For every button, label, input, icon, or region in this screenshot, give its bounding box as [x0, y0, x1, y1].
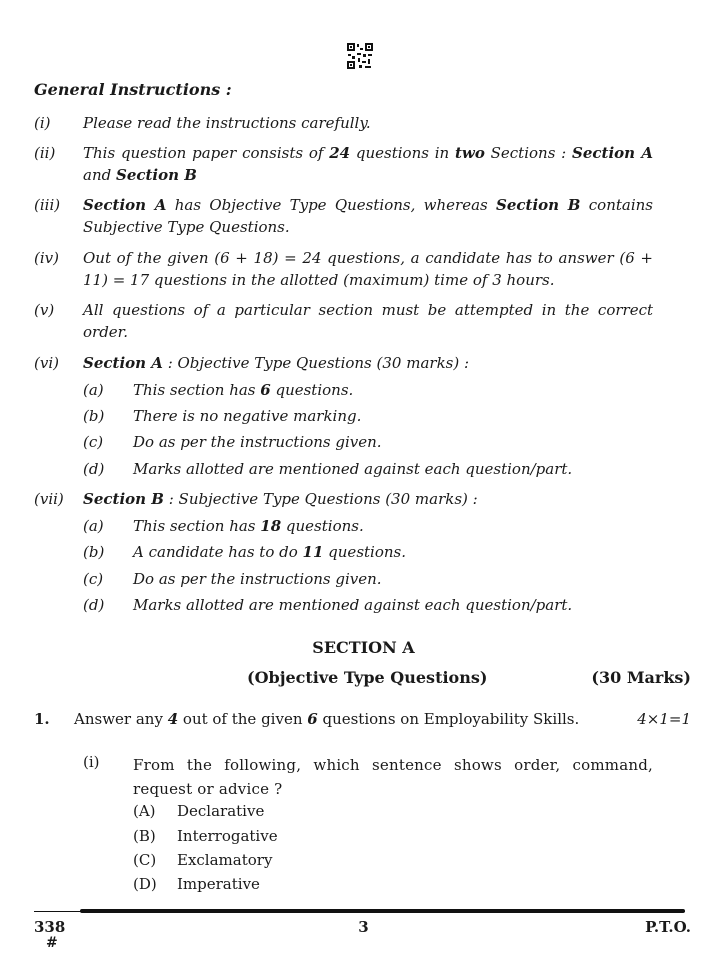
instruction-number: (b)	[83, 407, 105, 425]
footer-rule	[80, 909, 685, 913]
instruction-text	[83, 112, 653, 134]
instruction-number: (v)	[34, 301, 55, 319]
question-number: 1.	[34, 710, 50, 728]
text-run: contains Subjective Type Questions.	[83, 196, 653, 236]
text-run: has Objective Type Questions, whereas	[166, 196, 497, 214]
question-marks: 4×1=1	[637, 710, 691, 728]
bold-text: Section A	[83, 354, 163, 372]
option-text: Declarative	[177, 802, 265, 820]
option-d	[133, 875, 260, 893]
text-run: questions.	[281, 517, 364, 535]
instruction-number: (c)	[83, 570, 104, 588]
text-run: This section has	[133, 381, 261, 399]
option-text: Imperative	[177, 875, 260, 893]
option-c	[133, 851, 272, 869]
bold-text: Section A	[572, 144, 653, 162]
text-run: Out of the given (6 + 18) = 24 questions, a candidate has to answer (6 + 11) = 17 questions in the allotted (maximum) time of 3 hours.	[83, 249, 653, 289]
bold-text: two	[454, 144, 485, 162]
instruction-text	[133, 405, 653, 427]
pto-label: P.T.O.	[645, 918, 691, 936]
instruction-number: (ii)	[34, 144, 56, 162]
instruction-text	[133, 594, 653, 616]
instruction-text	[133, 568, 653, 590]
instruction-number: (vi)	[34, 354, 59, 372]
instruction-number: (d)	[83, 596, 105, 614]
text-run: questions in	[350, 144, 455, 162]
section-a-subtitle: (Objective Type Questions)	[247, 668, 488, 687]
text-run: A candidate has to do	[133, 543, 303, 561]
text-run: Sections :	[484, 144, 573, 162]
instruction-text	[133, 541, 653, 563]
option-label: (D)	[133, 875, 157, 893]
instruction-text	[133, 379, 653, 401]
instruction-number: (a)	[83, 517, 104, 535]
option-label: (C)	[133, 851, 157, 869]
page-number: 3	[358, 918, 369, 936]
instruction-number: (vii)	[34, 490, 64, 508]
question-text	[74, 710, 579, 728]
instruction-text	[83, 488, 653, 510]
text-run: Do as per the instructions given.	[133, 570, 382, 588]
option-label: (A)	[133, 802, 156, 820]
bold-text: 18	[260, 517, 282, 535]
instruction-number: (c)	[83, 433, 104, 451]
option-text: Interrogative	[177, 827, 278, 845]
text-run: : Subjective Type Questions (30 marks) :	[163, 490, 478, 508]
text-run: questions.	[323, 543, 406, 561]
text-run: All questions of a particular section must be attempted in the correct order.	[83, 301, 653, 341]
text-run: Answer any	[74, 710, 168, 728]
text-run: This section has	[133, 517, 261, 535]
text-run: questions.	[270, 381, 354, 399]
text-run: Marks allotted are mentioned against each question/part.	[133, 596, 573, 614]
text-run: Please read the instructions carefully.	[83, 114, 371, 132]
instruction-text	[83, 194, 653, 238]
text-run: : Objective Type Questions (30 marks) :	[162, 354, 470, 372]
text-run: There is no negative marking.	[133, 407, 362, 425]
instruction-number: (iii)	[34, 196, 61, 214]
instruction-text	[83, 247, 653, 291]
bold-text: 6	[260, 381, 271, 399]
bold-text: Section B	[83, 490, 164, 508]
instruction-text	[83, 142, 653, 186]
instruction-text	[83, 299, 653, 343]
text-run: Marks allotted are mentioned against each question/part.	[133, 460, 573, 478]
instruction-number: (b)	[83, 543, 105, 561]
instruction-text	[83, 352, 653, 374]
bold-text: 4	[167, 710, 179, 728]
bold-text: Section A	[83, 196, 167, 214]
instruction-number: (iv)	[34, 249, 59, 267]
section-a-title: SECTION A	[312, 638, 415, 657]
option-text: Exclamatory	[177, 851, 273, 869]
option-b	[133, 827, 278, 845]
bold-text: Section B	[496, 196, 581, 214]
text-run: Do as per the instructions given.	[133, 433, 382, 451]
instruction-text	[133, 431, 653, 453]
option-a	[133, 802, 264, 820]
instruction-number: (a)	[83, 381, 104, 399]
text-run: questions on Employability Skills.	[317, 710, 580, 728]
bold-text: 24	[329, 144, 351, 162]
bold-text: 6	[307, 710, 318, 728]
option-label: (B)	[133, 827, 156, 845]
section-a-marks: (30 Marks)	[591, 668, 691, 687]
text-run: This question paper consists of	[83, 144, 330, 162]
instruction-number: (i)	[34, 114, 51, 132]
instruction-number: (d)	[83, 460, 105, 478]
paper-code: 338	[34, 918, 66, 936]
qr-code-icon	[346, 42, 374, 70]
subquestion-number: (i)	[83, 753, 100, 771]
instruction-text	[133, 515, 653, 537]
text-run: out of the given	[178, 710, 308, 728]
paper-hash: #	[46, 935, 58, 951]
text-run: and	[83, 166, 116, 184]
bold-text: 11	[302, 543, 324, 561]
subquestion-text: From the following, which sentence shows order, command, request or advice ?	[133, 756, 653, 798]
general-instructions-heading: General Instructions :	[34, 80, 232, 99]
bold-text: Section B	[115, 166, 197, 184]
instruction-text	[133, 458, 653, 480]
